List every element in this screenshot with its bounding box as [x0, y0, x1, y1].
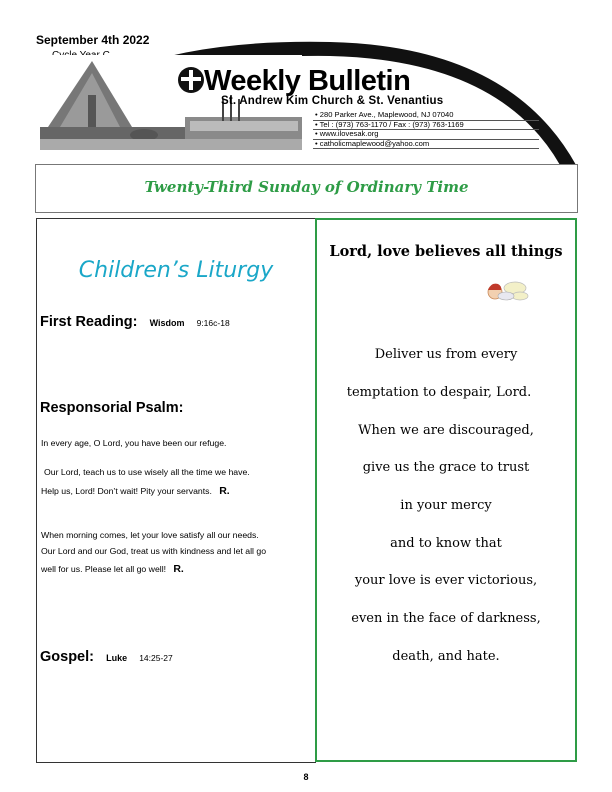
church-name: St. Andrew Kim Church & St. Venantius [221, 95, 444, 107]
prayer-line-9: death, and hate. [392, 649, 500, 664]
first-reading [40, 314, 230, 330]
angel-icon [482, 278, 530, 306]
prayer-line-5: in your mercy [400, 498, 492, 513]
psalm-verse2-line2: Our Lord and our God, treat us with kindness and let all go [41, 546, 267, 556]
phone-fax: • Tel : (973) 763-1170 / Fax : (973) 763-1169 [313, 121, 539, 131]
prayer-title: Lord, love believes all things [329, 243, 563, 260]
psalm-verse1-line2: Help us, Lord! Don’t wait! Pity your servants. R. [41, 485, 230, 497]
contact-info [313, 111, 539, 149]
first-reading-ref: 9:16c-18 [196, 318, 230, 328]
bulletin-date: September 4th 2022 [36, 33, 150, 47]
email: • catholicmaplewood@yahoo.com [313, 140, 539, 150]
psalm-verse2-line3: well for us. Please let all go well! R. [41, 563, 184, 575]
page-number: 8 [303, 772, 309, 782]
childrens-liturgy-title: Children’s Liturgy [78, 258, 274, 283]
psalm-label: Responsorial Psalm: [40, 400, 184, 416]
website: • www.ilovesak.org [313, 130, 539, 140]
prayer-line-1: Deliver us from every [374, 347, 518, 362]
prayer-line-6: and to know that [390, 536, 502, 551]
psalm-response: In every age, O Lord, you have been our refuge. [41, 438, 227, 448]
title-banner [35, 164, 578, 213]
first-reading-label: First Reading: [40, 314, 138, 330]
psalm-verse1-line1: Our Lord, teach us to use wisely all the time we have. [44, 467, 250, 477]
prayer-line-8: even in the face of darkness, [351, 611, 541, 626]
gospel-book: Luke [106, 653, 128, 663]
logo-text: Weekly Bulletin [204, 65, 411, 97]
weekly-bulletin-logo [178, 65, 410, 98]
address: • 280 Parker Ave., Maplewood, NJ 07040 [313, 111, 539, 121]
first-reading-book: Wisdom [149, 318, 185, 328]
prayer-line-4: give us the grace to trust [362, 460, 530, 475]
prayer-line-3: When we are discouraged, [358, 423, 534, 438]
prayer-panel [315, 218, 577, 762]
prayer-line-2: temptation to despair, Lord. [346, 385, 532, 400]
sunday-title: Twenty-Third Sunday of Ordinary Time [144, 178, 469, 196]
childrens-liturgy-panel [36, 218, 316, 763]
cross-icon [178, 67, 204, 93]
psalm-verse2-line1: When morning comes, let your love satisfy all our needs. [41, 530, 259, 540]
gospel-label: Gospel: [40, 649, 94, 665]
gospel-ref: 14:25-27 [139, 653, 173, 663]
prayer-line-7: your love is ever victorious, [354, 573, 538, 588]
gospel [40, 649, 173, 665]
